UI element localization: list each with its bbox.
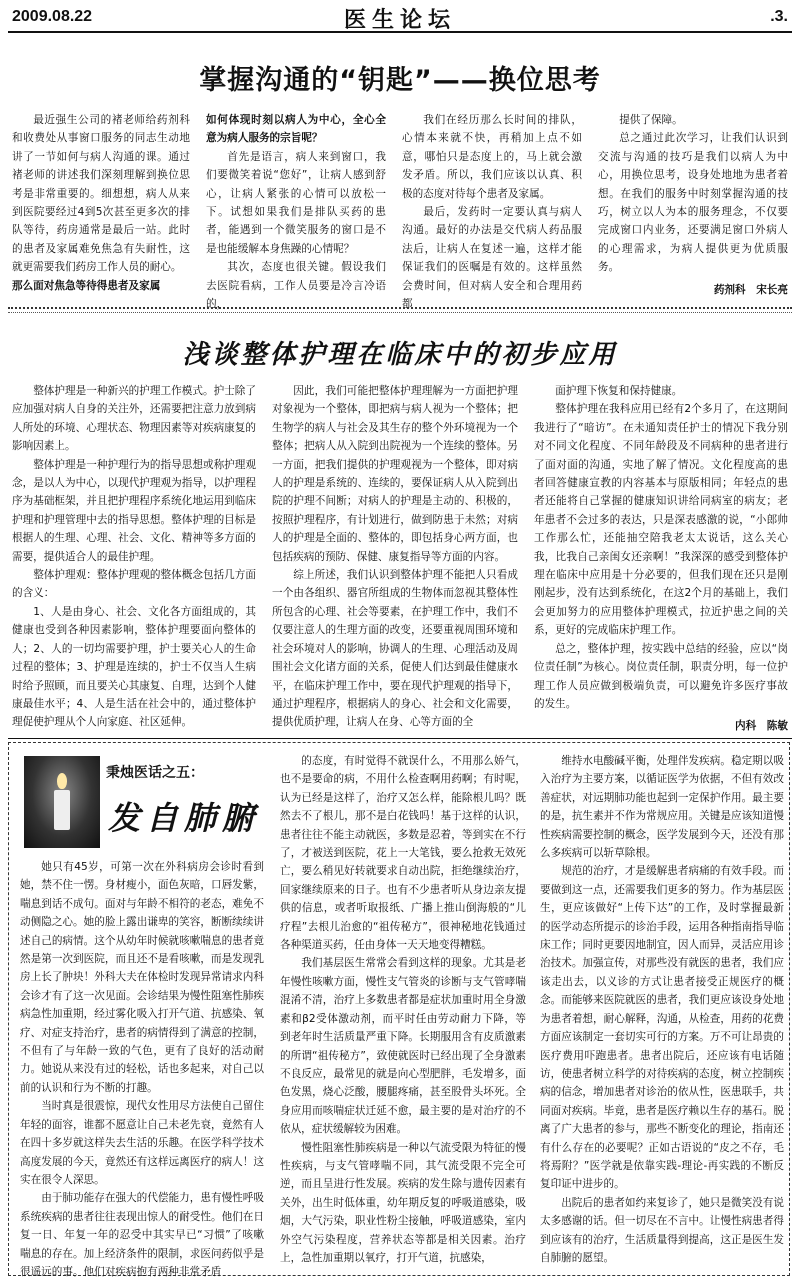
byline: 内科 陈敏 bbox=[735, 720, 788, 733]
article2-title: 浅谈整体护理在临床中的初步应用 bbox=[182, 340, 618, 370]
candle-icon bbox=[54, 790, 70, 830]
masthead-rule bbox=[8, 31, 792, 33]
paragraph: 最近强生公司的褚老师给药剂科和收费处从事窗口服务的同志生动地讲了一节如何与病人沟通的课。通过褚老师的讲述我们深刻理解到换位思考是非常重要的。细想想，病人从来到医院要经过4到5次甚至更多次的排队等待，药房通常是最后一站。此时的患者及家属难免焦急有失耐性，这就更需要我们药房工作人员的耐心。 bbox=[12, 114, 190, 274]
section-divider bbox=[8, 307, 792, 309]
article2-col1 bbox=[12, 382, 256, 734]
article1-col4 bbox=[598, 111, 788, 303]
article3-col2 bbox=[280, 752, 526, 1272]
paragraph: 整体护理观：整体护理观的整体概念包括几方面的含义： bbox=[12, 569, 256, 600]
paragraph: 慢性阻塞性肺疾病是一种以气流受限为特征的慢性疾病，与支气管哮喘不同，其气流受限不完全可逆，而且呈进行性发展。疾病的发生除与遗传因素有关外，出生时低体重，幼年期反复的呼吸道感染，吸烟，大气污染，职业性粉尘接触，呼吸道感染，室内外空气污染程度，营养状态等都是相关因素。治疗上，急性加重期以氧疗，打开气道，抗感染， bbox=[280, 1141, 526, 1264]
byline: 药剂科 宋长亮 bbox=[713, 283, 788, 296]
paragraph: 总之，整体护理，按实践中总结的经验，应以“岗位责任制”为核心。岗位责任制，职责分明，每一位护理工作人员应做到极端负责，可以避免许多医疗事故的发生。 bbox=[534, 642, 788, 710]
paragraph: 她只有45岁，可第一次在外科病房会诊时看到她，禁不住一愣。身材瘦小，面色灰暗，口唇发紫，喘息到话不成句。面对与年龄不相符的老态，难免不动侧隐之心。她的脸上露出谦卑的笑容，断断续续讲述自己的病情。这个从幼年时候就咳嗽喘息的患者竟然是第一次到医院，而且还不是看咳嗽，而是发现乳房上长了肿块！外科大夫在体检时发现异常请求内科会诊才有了这一次见面。会诊结果为慢性阻塞性肺疾病急性加重期，经过雾化吸入打开气道、抗感染、氧疗、对症支持治疗，患者的病情得到了满意的控制，不但有了与年龄一致的气色，更有了良好的活动耐力。她说从来没有过的轻松，话也多起来，对自己以前的认识和行为不断的打趣。 bbox=[20, 861, 264, 1094]
article3-title: 发自肺腑 bbox=[108, 799, 261, 837]
paper-name: 医生论坛 bbox=[343, 7, 456, 33]
paragraph: 总之通过此次学习，让我们认识到交流与沟通的技巧是我们以病人为中心，用换位思考，设身处地地为患者着想。在我们的服务中时刻掌握沟通的技巧，树立以人为本的服务理念，不仅要完成窗口内业务，还要满足窗口外病人的心理需求，为病人提供更为优质服务。 bbox=[598, 132, 788, 274]
article1-title: 掌握沟通的“钥匙”——换位思考 bbox=[199, 65, 601, 96]
paragraph: 出院后的患者如约来复诊了，她只是微笑没有说太多感谢的话。但一切尽在不言中。让慢性病患者得到应该有的治疗，生活质量得到提高，这正是医生发自肺腑的愿望。 bbox=[540, 1196, 784, 1264]
paragraph: 我们基层医生常常会看到这样的现象。尤其是老年慢性咳嗽方面，慢性支气管炎的诊断与支气管哮喘混淆不清，治疗上多数患者都是症状加重时用全身激素和β2受体激动剂，而平时任由劳动耐力下降，等到老年时生活质量严重下降。长期服用含有皮质激素的所谓“祖传秘方”，致使就医时已经出现了全身激素不良反应，最常见的就是向心型肥胖，毛发增多，面色发黑，烧心泛酸，腰腿疼痛，甚至股骨头坏死。全身应用而咳喘症状迁延不愈，最主要的是对治疗的不依从，症状缓解较为困难。 bbox=[280, 957, 526, 1136]
candle-flame-icon bbox=[57, 773, 67, 789]
paragraph: 面护理下恢复和保持健康。 bbox=[555, 385, 683, 397]
paragraph: 我们在经历那么长时间的排队，心情本来就不快，再稍加上点不如意，哪怕只是态度上的，马上就会激发矛盾。所以，我们应该以认真、积极的态度对待每个患者及家属。 bbox=[402, 114, 582, 200]
section-divider bbox=[8, 738, 792, 739]
paragraph: 规范的治疗，才是缓解患者病痛的有效手段。而要做到这一点，还需要我们更多的努力。作为基层医生，更应该做好“上传下达”的工作，及时掌握最新的医学动态所提示的诊治手段，运用各种指南指导临床工作；同时更要因地制宜，因人而异，灵活应用诊治技术。加强宣传，对那些没有就医的患者，我们应该走出去，以义诊的方式让患者接受正规医疗的概念。而能够来医院就医的患者，我们更应该设身处地为患者着想，耐心解释，沟通，从检查，用药的花费方面应该制定一套切实可行的方案。万不可让昂贵的医疗费用吓跑患者。患者出院后，还应该有电话随访，使患者树立科学的对待疾病的态度，树立控制疾病的信念，增加患者对诊治的依从性，医患联手，共同面对疾病。毕竟，患者是医疗赖以生存的基石。脱离了广大患者的参与，那些不断变化的理论，指南还有什么存在的必要呢？正如古语说的“皮之不存，毛将焉附？”医学就是依靠实践-理论-再实践的不断反复印证中进步的。 bbox=[540, 865, 784, 1191]
paragraph: 因此，我们可能把整体护理理解为一方面把护理对象视为一个整体，即把病与病人视为一个整体；把生物学的病人与社会及其生存的整个外环境视为一个整体；把病人从入院到出院视为一个连续的整体。另一方面，把我们提供的护理观视为一个整体，即对病人的护理是系统的、连续的，要保证病人从入院到出院的护理不间断；对病人的护理是主动的、积极的，按照护理程序，有计划进行，做到防患于未然；对病人的护理是全面的、整体的，即包括身心两方面，也包括疾病的预防、保健、康复指导等方面的内容。 bbox=[272, 385, 518, 563]
paragraph: 整体护理是一种护理行为的指导思想或称护理观念，是以人为中心，以现代护理观为指导，以护理程序为基础框架，并且把护理程序系统化地运用到临床护理和护理管理中去的指导思想。整体护理的目标是根据人的生理、心理、社会、文化、精神等多方面的需要，提供适合人的最佳护理。 bbox=[12, 458, 256, 563]
paragraph: 首先是语言，病人来到窗口，我们要微笑着说“您好”，让病人感到舒心，让病人紧张的心情可以放松一下。试想如果我们是排队买药的患者，能遇到一个微笑服务的窗口是不是也能缓解本身焦躁的心情呢？ bbox=[206, 150, 386, 255]
page-number: .3. bbox=[770, 8, 788, 25]
paragraph: 综上所述，我们认识到整体护理不能把人只看成一个由各组织、器官所组成的生物体而忽视其整体性所包含的心理、社会等要素，在护理工作中，我们不仅要注意人的生理方面的改变，还要重视周围环境和社会环境对人的影响，协调人的生理、心理活动及周围社会文化诸方面的关系，促使人们达到最佳健康水平，在临床护理工作中，要在现代护理观的指导下，通过护理程序，根据病人的身心、社会和文化需要，提供优质护理，让病人在身、心等方面的全 bbox=[272, 569, 518, 729]
paragraph-lead: 那么面对焦急等待得患者及家属 bbox=[12, 279, 161, 292]
paragraph: 维持水电酸碱平衡，处理伴发疾病。稳定期以吸入治疗为主要方案，以循证医学为依据，不但有效改善症状，对远期肺功能也起到一定保护作用。最主要的是，抗生素并不作为常规应用。关键是应该知道慢性疾病需要控制的概念，医学发展到今天，还没有那么多疾病可以斩草除根。 bbox=[540, 755, 784, 860]
paragraph: 1、人是由身心、社会、文化各方面组成的，其健康也受到各种因素影响，整体护理要面向整体的人；2、人的一切均需要护理，护士要关心人的生命过程的整体；3、护理是连续的，护士不仅当人生病时给予照顾，而且要关心其康复、自理，达到个人健康最佳水平；4、人是生活在社会中的，通过整体护理促使护理从个人向家庭、社区延伸。 bbox=[12, 605, 256, 729]
article1-col2 bbox=[206, 111, 386, 311]
masthead bbox=[0, 0, 800, 34]
article1-col1 bbox=[12, 111, 190, 303]
article2-col3 bbox=[534, 382, 788, 734]
paragraph: 其次，态度也很关键。假设我们去医院看病，工作人员要是冷言冷语的， bbox=[206, 261, 386, 311]
paragraph: 提供了保障。 bbox=[619, 114, 683, 126]
paragraph: 整体护理是一种新兴的护理工作模式。护士除了应加强对病人自身的关注外，还需要把注意力放到病人所处的环境、心理状态、物理因素等对疾病康复的影响因素上。 bbox=[12, 385, 256, 453]
column-series-label: 秉烛医话之五： bbox=[106, 765, 204, 781]
article3-col1 bbox=[20, 858, 264, 1278]
section-divider-inner bbox=[8, 312, 792, 313]
paragraph: 当时真是很震惊，现代女性用尽方法使自己留住年轻的面容，谁都不愿意让自己未老先衰，竟然有人在四十多岁就这样失去生活的乐趣。在医学科学技术高度发展的今天，竟然还有这样远离医疗的病人！这实在很令人深思。 bbox=[20, 1100, 264, 1186]
paragraph: 整体护理在我科应用已经有2个多月了，在这期间我进行了“暗访”。在未通知责任护士的情况下我分别对不同文化程度、不同年龄段及不同病种的患者进行了面对面的沟通，实地了解了情况。文化程度高的患者回答健康宣教的内容基本与原版相同；年轻点的患者还能将自己掌握的健康知识讲给同病室的病友；老年患者不会过多的表达，只是深表感激的说，“小郎帅工作那么忙，还能抽空陪我老太太说话，这么关心我，比我自己亲闺女还亲啊！”我深深的感受到整体护理在临床中应用是十分必要的，但我们现在还只是刚刚起步，没有达到系统化，在这2个月的基础上，我们会更加努力的应用整体护理模式，拉近护患之间的关系，更好的完成临床护理工作。 bbox=[534, 403, 788, 637]
paragraph: 最后，发药时一定要认真与病人沟通。最好的办法是交代病人药品服法后，让病人在复述一遍，这样才能保证我们的医嘱是有效的。这样虽然会费时间，但对病人安全和合理用药都 bbox=[402, 206, 582, 311]
issue-date: 2009.08.22 bbox=[12, 8, 93, 25]
paragraph: 的态度，有时觉得不就误什么，不用那么娇气，也不是要命的病，不用什么检查啊用药啊；有时呢，认为已经是这样了，治疗又怎么样，能除根儿吗？既然去不了根儿，那不是白花钱吗！基于这样的认识，患者往往不能主动就医，多数是忍着，等到实在不行了，才被送到医院，花上一大笔钱，要么抢救无效死亡，要么稍见好转就要求自动出院，拒绝继续治疗，回家继续原来的日子。也有不少患者听从身边亲友提供的信息，或者听取报纸、广播上推山倒海般的“儿疗程”去根儿治愈的“祖传秘方”，很神秘地花钱通过各种渠道买药，任由身体一天天地变得糟糕。 bbox=[280, 755, 526, 952]
section-heading: 如何体现时刻以病人为中心，全心全意为病人服务的宗旨呢？ bbox=[206, 114, 386, 145]
paragraph: 由于肺功能存在强大的代偿能力，患有慢性呼吸系统疾病的患者往往表现出惊人的耐受性。他们在日复一日、年复一年的忍受中其实早已“习惯”了咳嗽喘息的存在。加上经济条件的限制，求医问药似乎是很遥远的事。他们对疾病抱有两种非常矛盾 bbox=[20, 1192, 264, 1278]
article1-col3 bbox=[402, 111, 582, 311]
article3-col3 bbox=[540, 752, 784, 1272]
article2-col2 bbox=[272, 382, 518, 734]
